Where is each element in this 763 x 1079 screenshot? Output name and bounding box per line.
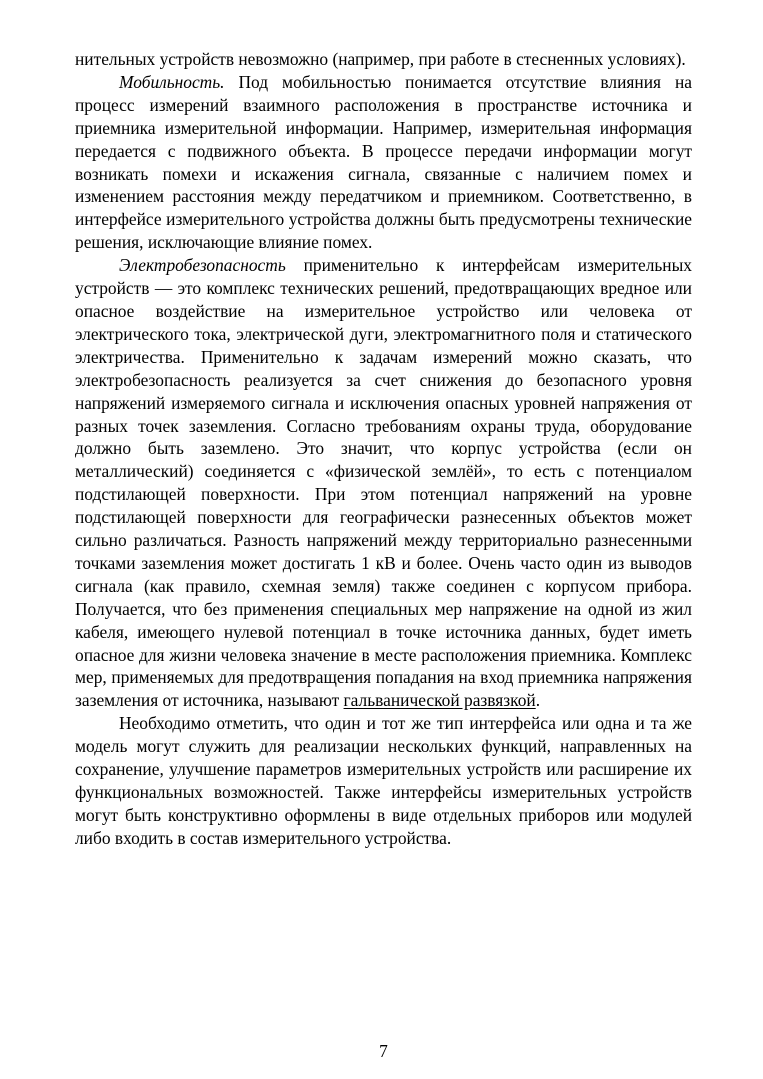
- term-electrical-safety: Электробезопасность: [119, 255, 286, 276]
- paragraph-electrical-safety: [75, 254, 692, 712]
- paragraph-continuation: [75, 48, 692, 71]
- term-galvanic-isolation: гальванической развязкой: [343, 690, 536, 711]
- paragraph-text: Под мобильностью понимается отсутствие влияния на процесс измерений взаимного расположения в пространстве источника и приемника измерительной информации. Например, измерительная информация передается с подвижного объекта. В процессе передачи информации могут возникать помехи и искажения сигнала, связанные с наличием помех и изменением расстояния между передатчиком и приемником. Соответственно, в интерфейсе измерительного устройства должны быть предусмотрены технические решения, исключающие влияние помех.: [75, 71, 692, 253]
- body-text: [75, 48, 692, 850]
- paragraph-text: Необходимо отметить, что один и тот же тип интерфейса или одна и та же модель могут служить для реализации нескольких функций, направленных на сохранение, улучшение параметров измерительных устройств или расширение их функциональных возможностей. Также интерфейсы измерительных устройств могут быть конструктивно оформлены в виде отдельных приборов или модулей либо входить в состав измерительного устройства.: [75, 713, 692, 848]
- paragraph-tail: .: [535, 690, 541, 711]
- paragraph-text: нительных устройств невозможно (например, при работе в стесненных условиях).: [75, 49, 686, 69]
- document-page: [75, 48, 692, 1061]
- paragraph-text: применительно к интерфейсам измерительных устройств — это комплекс технических решений, предотвращающих вредное или опасное воздействие на измерительное устройство или человека от электрического тока, электрической дуги, электромагнитного поля и статического электричества. Применительно к задачам измерений можно сказать, что электробезопасность реализуется за счет снижения до безопасного уровня напряжений измеряемого сигнала и исключения опасных уровней напряжения от разных точек заземления. Согласно требованиям охраны труда, оборудование должно быть заземлено. Это значит, что корпус устройства (если он металлический) соединяется с «физической землёй», то есть с потенциалом подстилающей поверхности. При этом потенциал напряжений на уровне подстилающей поверхности для географически разнесенных объектов может сильно различаться. Разность напряжений между территориально разнесенными точками заземления может достигать 1 кВ и более. Очень часто один из выводов сигнала (как правило, схемная земля) также соединен с корпусом прибора. Получается, что без применения специальных мер напряжение на одной из жил кабеля, имеющего нулевой потенциал в точке источника данных, будет иметь опасное для жизни человека значение в месте расположения приемника. Комплекс мер, применяемых для предотвращения попадания на вход приемника напряжения заземления от источника, называют: [75, 255, 692, 711]
- page-number: 7: [379, 1041, 388, 1061]
- term-mobility: Мобильность.: [119, 71, 225, 92]
- paragraph-conclusion: [75, 712, 692, 849]
- paragraph-mobility: [75, 71, 692, 254]
